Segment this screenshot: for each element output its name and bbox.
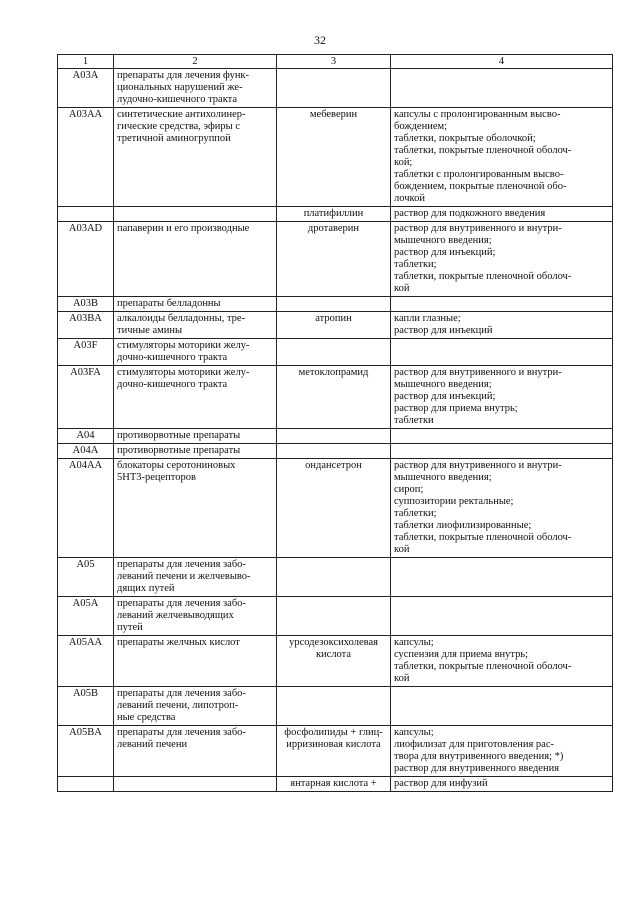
drug-name-cell: атропин xyxy=(277,312,391,339)
dosage-forms-cell xyxy=(391,69,613,108)
drug-table xyxy=(57,54,613,792)
table-row xyxy=(58,429,613,444)
table-row xyxy=(58,108,613,207)
group-name-cell: препараты для лечения забо- леваний печени, липотроп- ные средства xyxy=(114,687,277,726)
group-name-cell: препараты желчных кислот xyxy=(114,636,277,687)
dosage-forms-cell xyxy=(391,687,613,726)
group-name-cell: папаверин и его производные xyxy=(114,222,277,297)
drug-name-cell: мебеверин xyxy=(277,108,391,207)
table-row xyxy=(58,444,613,459)
page-number: 32 xyxy=(314,33,326,47)
table-row xyxy=(58,636,613,687)
atc-code-cell: A05B xyxy=(58,687,114,726)
drug-name-cell: метоклопрамид xyxy=(277,366,391,429)
drug-name-cell xyxy=(277,558,391,597)
atc-code-cell: A04AA xyxy=(58,459,114,558)
group-name-cell: препараты для лечения забо- леваний печени xyxy=(114,726,277,777)
dosage-forms-cell xyxy=(391,558,613,597)
table-row xyxy=(58,222,613,297)
drug-name-cell: дротаверин xyxy=(277,222,391,297)
dosage-forms-cell xyxy=(391,597,613,636)
group-name-cell: препараты для лечения функ- циональных нарушений же- лудочно-кишечного тракта xyxy=(114,69,277,108)
atc-code-cell: A03BA xyxy=(58,312,114,339)
table-row xyxy=(58,297,613,312)
dosage-forms-cell: капли глазные; раствор для инъекций xyxy=(391,312,613,339)
group-name-cell: синтетические антихолинер- гические средства, эфиры с третичной аминогруппой xyxy=(114,108,277,207)
dosage-forms-cell: раствор для внутривенного и внутри- мышечного введения; раствор для инъекций; раствор для приема внутрь; таблетки xyxy=(391,366,613,429)
drug-name-cell xyxy=(277,69,391,108)
atc-code-cell: A05BA xyxy=(58,726,114,777)
dosage-forms-cell xyxy=(391,429,613,444)
column-header: 4 xyxy=(391,55,613,69)
table-body xyxy=(58,69,613,792)
group-name-cell: стимуляторы моторики желу- дочно-кишечного тракта xyxy=(114,366,277,429)
table-row xyxy=(58,687,613,726)
dosage-forms-cell: раствор для внутривенного и внутри- мышечного введения; раствор для инъекций; таблетки; таблетки, покрытые пленочной оболоч- кой xyxy=(391,222,613,297)
atc-code-cell: A04A xyxy=(58,444,114,459)
group-name-cell: блокаторы серотониновых 5HT3-рецепторов xyxy=(114,459,277,558)
dosage-forms-cell: капсулы с пролонгированным высво- бождением; таблетки, покрытые оболочкой; таблетки, покрытые пленочной оболоч- кой; таблетки с пролонгированным высво- бождением, покрытые пленочной обо- лочкой xyxy=(391,108,613,207)
dosage-forms-cell xyxy=(391,444,613,459)
table-row xyxy=(58,597,613,636)
group-name-cell: препараты для лечения забо- леваний печени и желчевыво- дящих путей xyxy=(114,558,277,597)
drug-name-cell xyxy=(277,429,391,444)
atc-code-cell: A05AA xyxy=(58,636,114,687)
atc-code-cell xyxy=(58,207,114,222)
drug-name-cell xyxy=(277,444,391,459)
drug-name-cell: янтарная кислота + xyxy=(277,777,391,792)
atc-code-cell: A04 xyxy=(58,429,114,444)
table-row xyxy=(58,777,613,792)
group-name-cell: алкалоиды белладонны, тре- тичные амины xyxy=(114,312,277,339)
atc-code-cell: A03AA xyxy=(58,108,114,207)
column-header: 3 xyxy=(277,55,391,69)
group-name-cell: стимуляторы моторики желу- дочно-кишечного тракта xyxy=(114,339,277,366)
drug-name-cell: фосфолипиды + глиц- ирризиновая кислота xyxy=(277,726,391,777)
atc-code-cell: A05A xyxy=(58,597,114,636)
column-header: 2 xyxy=(114,55,277,69)
table-row xyxy=(58,459,613,558)
atc-code-cell: A03FA xyxy=(58,366,114,429)
group-name-cell: препараты белладонны xyxy=(114,297,277,312)
column-header: 1 xyxy=(58,55,114,69)
dosage-forms-cell: раствор для внутривенного и внутри- мышечного введения; сироп; суппозитории ректальные; таблетки; таблетки лиофилизированные; таблетки, покрытые пленочной оболоч- кой xyxy=(391,459,613,558)
dosage-forms-cell xyxy=(391,297,613,312)
drug-name-cell: ондансетрон xyxy=(277,459,391,558)
drug-name-cell xyxy=(277,339,391,366)
table-row xyxy=(58,339,613,366)
group-name-cell xyxy=(114,777,277,792)
atc-code-cell: A05 xyxy=(58,558,114,597)
drug-name-cell xyxy=(277,687,391,726)
drug-name-cell xyxy=(277,297,391,312)
table-row xyxy=(58,69,613,108)
group-name-cell xyxy=(114,207,277,222)
table-row xyxy=(58,366,613,429)
drug-name-cell xyxy=(277,597,391,636)
table-row xyxy=(58,207,613,222)
atc-code-cell: A03AD xyxy=(58,222,114,297)
drug-name-cell: урсодезоксихолевая кислота xyxy=(277,636,391,687)
atc-code-cell xyxy=(58,777,114,792)
dosage-forms-cell: раствор для подкожного введения xyxy=(391,207,613,222)
table-header xyxy=(58,55,613,69)
dosage-forms-cell xyxy=(391,339,613,366)
group-name-cell: противорвотные препараты xyxy=(114,444,277,459)
group-name-cell: препараты для лечения забо- леваний желчевыводящих путей xyxy=(114,597,277,636)
dosage-forms-cell: капсулы; суспензия для приема внутрь; таблетки, покрытые пленочной оболоч- кой xyxy=(391,636,613,687)
table-row xyxy=(58,312,613,339)
atc-code-cell: A03B xyxy=(58,297,114,312)
atc-code-cell: A03A xyxy=(58,69,114,108)
dosage-forms-cell: капсулы; лиофилизат для приготовления рас- твора для внутривенного введения; *) раствор для внутривенного введения xyxy=(391,726,613,777)
group-name-cell: противорвотные препараты xyxy=(114,429,277,444)
atc-code-cell: A03F xyxy=(58,339,114,366)
drug-name-cell: платифиллин xyxy=(277,207,391,222)
table-row xyxy=(58,558,613,597)
table-row xyxy=(58,726,613,777)
dosage-forms-cell: раствор для инфузий xyxy=(391,777,613,792)
